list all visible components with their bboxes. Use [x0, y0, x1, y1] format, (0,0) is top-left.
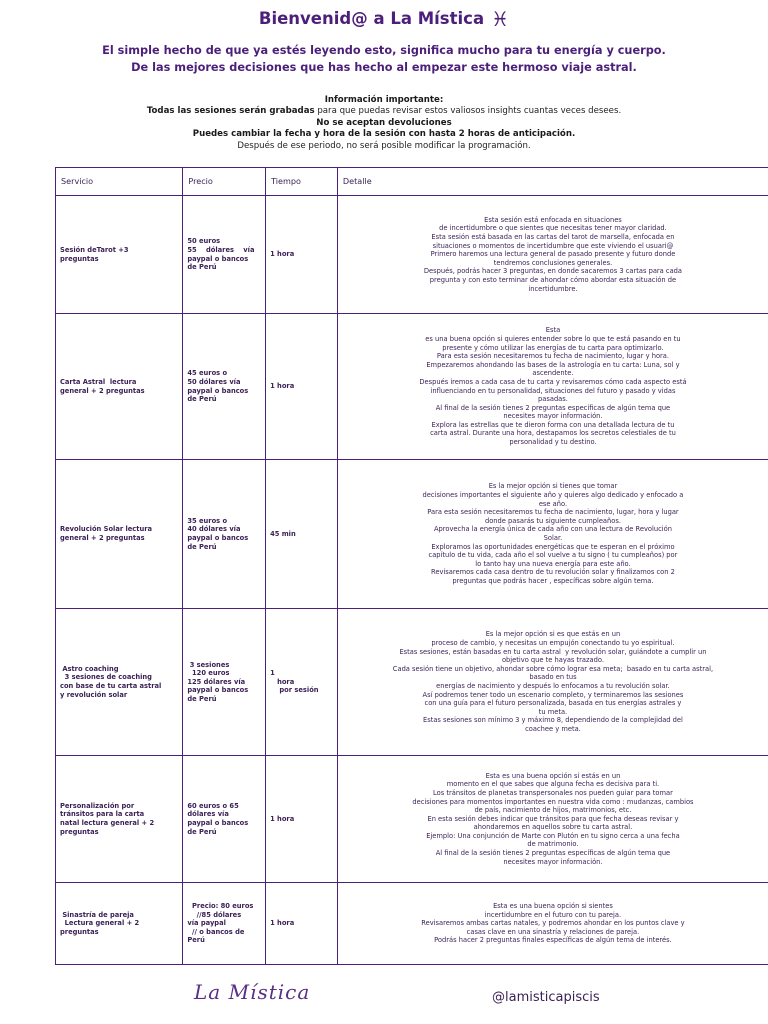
price-cell-line: paypal o bancos [187, 254, 249, 263]
detail-cell-line: objetivo que te hayas trazado. [501, 656, 604, 665]
price-cell [183, 883, 266, 965]
reschedule-notice: Puedes cambiar la fecha y hora de la sesión con hasta 2 horas de anticipación. [192, 129, 576, 140]
detail-cell-line: Empezaremos ahondando las bases de la astrología en tu carta: Luna, sol y [426, 360, 680, 369]
service-cell [56, 460, 183, 609]
detail-cell-line: coachee y meta. [525, 724, 581, 733]
time-cell [266, 196, 338, 314]
detail-cell [337, 196, 768, 314]
price-cell-line: de Perú [187, 827, 217, 836]
price-cell-line: Precio: 80 euros [187, 902, 254, 911]
detail-cell-line: carta astral. Durante una hora, destapamos los secretos celestiales de tu [430, 429, 676, 438]
service-cell [56, 883, 183, 965]
pisces-icon: ♓︎ [491, 6, 510, 31]
service-cell-line: Carta Astral lectura [60, 377, 137, 386]
detail-cell-line: es una buena opción si quieres entender sobre lo que te está pasando en tu [425, 334, 681, 343]
header-precio: Precio [183, 168, 266, 196]
service-cell-line: preguntas [60, 927, 99, 936]
detail-cell-line: proceso de cambio, y necesitas un empujón conectando tu yo espiritual. [431, 639, 675, 648]
detail-cell-line: presente y cómo utilizar las energías de tu carta para optimizarlo. [442, 343, 664, 352]
table-row [56, 756, 768, 883]
detail-cell-line: Es la mejor opción si es que estás en un [485, 630, 621, 639]
intro-line-1: El simple hecho de que ya estés leyendo esto, significa mucho para tu energía y cuerpo. [102, 44, 666, 57]
detail-cell-line: Así podremos tener todo un escenario completo, y terminaremos las sesiones [422, 690, 684, 699]
detail-cell-line: Esta [545, 326, 561, 335]
time-cell-line: 1 hora [270, 814, 295, 823]
table-row [56, 883, 768, 965]
price-cell-line: paypal o bancos [187, 819, 249, 827]
price-cell-line: 50 dólares vía [187, 377, 241, 386]
detail-cell-line: capítulo de tu vida, cada año el sol vuelve a tu signo ( tu cumpleaños) por [428, 551, 678, 560]
detail-cell-line: Para esta sesión necesitaremos tu fecha de nacimiento, lugar y hora. [436, 352, 670, 361]
header-tiempo: Tiempo [266, 168, 338, 196]
detail-cell-line: Los tránsitos de planetas transpersonales nos pueden guiar para tomar [433, 788, 673, 797]
time-cell-line: por sesión [270, 686, 319, 695]
time-cell-line: 1 [270, 669, 275, 678]
detail-cell-line: pregunta y con esto terminar de ahondar cómo abordar esta situación de [429, 275, 677, 284]
detail-cell-line: Explora las estrellas que te dieron forma con una detallada lectura de tu [431, 420, 675, 429]
detail-cell-line: Esta es una buena opción si sientes [493, 902, 613, 911]
detail-cell-line: pasadas. [538, 395, 568, 404]
footer-brand: La Mística [194, 980, 311, 1004]
time-cell [266, 460, 338, 609]
detail-cell-line: de incertidumbre o que sientes que necesitas tener mayor claridad. [439, 224, 667, 233]
service-cell-line: preguntas [60, 254, 99, 263]
detail-cell-line: energías de nacimiento y después lo enfocamos a tu revolución solar. [436, 682, 670, 690]
detail-cell-line: En esta sesión debes indicar que tránsitos para que fecha deseas revisar y [427, 814, 679, 823]
table-row [56, 196, 768, 314]
services-table [55, 167, 768, 965]
detail-cell-line: de matrimonio. [527, 840, 579, 849]
detail-cell [337, 460, 768, 609]
recorded-notice [40, 106, 728, 117]
detail-cell-line: basado en tus [529, 673, 577, 682]
price-cell-line: vía paypal [187, 919, 226, 928]
detail-cell-line: ese año. [538, 499, 568, 508]
header-detalle: Detalle [337, 168, 768, 196]
service-cell-line: tránsitos para la carta [60, 810, 145, 819]
table-row [56, 314, 768, 460]
price-cell-line: 45 euros o [187, 369, 228, 378]
detail-cell-line: casas clave en una sinastría y relaciones de pareja. [466, 927, 640, 936]
service-cell-line: Astro coaching [60, 664, 119, 673]
service-cell-line: con base de tu carta astral [60, 682, 162, 690]
price-cell-line: 125 dólares vía [187, 677, 246, 686]
detail-cell-line: Esta es una buena opción si estás en un [485, 771, 621, 780]
price-cell [183, 460, 266, 609]
detail-cell-line: lo tanto hay una nueva energía para este año. [475, 559, 631, 568]
detail-cell-line: necesites mayor información. [503, 412, 603, 421]
price-cell-line: de Perú [187, 694, 217, 703]
detail-cell-line: donde pasarás tu siguiente cumpleaños. [484, 516, 621, 525]
price-cell-line: 55 dólares vía [187, 245, 255, 254]
detail-cell-line: Esta sesión está enfocada en situaciones [484, 215, 622, 224]
detail-cell [337, 883, 768, 965]
service-cell-line: y revolución solar [60, 690, 128, 699]
price-cell-line: paypal o bancos [187, 386, 249, 395]
price-cell-line: paypal o bancos [187, 686, 249, 695]
service-cell [56, 196, 183, 314]
recorded-rest: para que puedas revisar estos valiosos insights cuantas veces desees. [314, 106, 622, 117]
price-cell [183, 609, 266, 756]
detail-cell-line: Al final de la sesión tienes 2 preguntas específicas de algún tema que [435, 403, 671, 412]
detail-cell-line: Es la mejor opción si tienes que tomar [488, 482, 618, 491]
service-cell-line: natal lectura general + 2 [60, 819, 155, 827]
time-cell-line: 1 hora [270, 919, 295, 928]
price-cell-line: 50 euros [187, 237, 221, 246]
detail-cell-line: ahondaremos en aquellos sobre tu carta astral. [473, 823, 633, 832]
service-cell-line: Sesión deTarot +3 [60, 245, 129, 254]
detail-cell-line: Solar. [543, 534, 563, 542]
time-cell [266, 609, 338, 756]
detail-cell-line: tu meta. [538, 707, 568, 716]
detail-cell [337, 756, 768, 883]
detail-cell-line: situaciones o momentos de incertidumbre que este viviendo el usuari@ [432, 241, 674, 250]
detail-cell-line: influenciando en tu personalidad, situaciones del futuro y pasado y vidas [430, 386, 676, 395]
service-cell-line: Revolución Solar lectura [60, 525, 153, 534]
price-cell [183, 756, 266, 883]
table-header-row [56, 168, 768, 196]
detail-cell-line: Aprovecha la energía única de cada año con una lectura de Revolución [433, 525, 672, 534]
time-cell [266, 756, 338, 883]
detail-cell [337, 314, 768, 460]
header-servicio: Servicio [56, 168, 183, 196]
time-cell-line: hora [270, 677, 295, 686]
page-header [0, 8, 768, 29]
intro-line-2: De las mejores decisiones que has hecho al empezar este hermoso viaje astral. [131, 61, 637, 74]
service-cell-line: 3 sesiones de coaching [60, 673, 152, 682]
price-cell-line: //85 dólares [187, 910, 242, 919]
price-cell-line: 35 euros o [187, 516, 228, 525]
detail-cell-line: Para esta sesión necesitaremos tu fecha de nacimiento, lugar, hora y lugar [427, 508, 679, 517]
price-cell-line: 3 sesiones [187, 660, 230, 669]
detail-cell-line: con una guía para el futuro personalizada, basada en tus energías astrales y [424, 699, 682, 708]
detail-cell-line: Esta sesión está basada en las cartas del tarot de marsella, enfocada en [431, 233, 675, 242]
time-cell-line: 1 hora [270, 382, 295, 391]
service-cell [56, 609, 183, 756]
info-heading: Información importante: [324, 95, 444, 105]
service-cell-line: general + 2 preguntas [60, 534, 145, 542]
detail-cell-line: preguntas que podrás hacer , específicas sobre algún tema. [452, 576, 654, 585]
detail-cell-line: necesites mayor información. [503, 857, 603, 866]
detail-cell-line: ascendente. [532, 369, 574, 378]
detail-cell-line: Cada sesión tiene un objetivo, ahondar sobre cómo lograr esa meta; basado en tu carta astral, [392, 664, 714, 673]
service-cell-line: preguntas [60, 827, 99, 836]
detail-cell-line: Al final de la sesión tienes 2 preguntas específicas de algún tema que [435, 849, 671, 858]
recorded-bold: Todas las sesiones serán grabadas [146, 106, 315, 117]
service-cell-line: general + 2 preguntas [60, 386, 145, 395]
price-cell-line: paypal o bancos [187, 534, 249, 542]
detail-cell-line: Ejemplo: Una conjunción de Marte con Plutón en tu signo cerca a una fecha [426, 831, 680, 840]
detail-cell-line: incertidumbre en el futuro con tu pareja. [484, 910, 622, 919]
service-cell-line: Personalización por [60, 801, 135, 810]
detail-cell [337, 609, 768, 756]
detail-cell-line: Revisaremos ambas cartas natales, y podremos ahondar en los puntos clave y [421, 919, 685, 928]
detail-cell-line: de país, nacimiento de hijos, matrimonios, etc. [474, 806, 632, 815]
table-row [56, 460, 768, 609]
important-info [40, 95, 728, 152]
detail-cell-line: decisiones importantes el siguiente año y quieres algo dedicado y enfocado a [422, 491, 684, 500]
detail-cell-line: momento en el que sabes que alguna fecha es decisiva para ti. [446, 780, 660, 789]
intro-message [40, 42, 728, 76]
time-cell-line: 1 hora [270, 250, 295, 259]
after-period-notice: Después de ese periodo, no será posible modificar la programación. [237, 140, 531, 151]
detail-cell-line: Estas sesiones, están basadas en tu carta astral y revolución solar, guiándote a cumplir un [399, 647, 707, 656]
price-cell-line: dólares vía [187, 810, 229, 819]
table-row [56, 609, 768, 756]
detail-cell-line: personalidad y tu destino. [509, 438, 597, 447]
detail-cell-line: Podrás hacer 2 preguntas finales específicas de algún tema de interés. [434, 936, 672, 945]
price-cell-line: 120 euros [187, 669, 230, 678]
service-cell [56, 756, 183, 883]
detail-cell-line: Estas sesiones son mínimo 3 y máximo 8, dependiendo de la complejidad del [423, 716, 683, 725]
detail-cell-line: Después, podrás hacer 3 preguntas, en donde sacaremos 3 cartas para cada [423, 267, 683, 276]
price-cell [183, 314, 266, 460]
no-refunds-notice: No se aceptan devoluciones [316, 117, 452, 128]
price-cell-line: de Perú [187, 263, 217, 272]
detail-cell-line: Exploramos las oportunidades energéticas que te esperan en el próximo [431, 542, 675, 551]
price-cell-line: 60 euros o 65 [187, 801, 239, 810]
detail-cell-line: Revisaremos cada casa dentro de tu revolución solar y finalizamos con 2 [431, 568, 675, 577]
service-cell-line: Sinastría de pareja [60, 910, 134, 919]
detail-cell-line: Primero haremos una lectura general de pasado presente y futuro donde [430, 250, 676, 259]
price-cell [183, 196, 266, 314]
footer-handle: @lamisticapiscis [492, 990, 600, 1005]
service-cell-line: Lectura general + 2 [60, 919, 140, 928]
price-cell-line: de Perú [187, 395, 217, 404]
time-cell [266, 314, 338, 460]
page-title: Bienvenid@ a La Mística [258, 9, 485, 28]
time-cell-line: 45 min [270, 529, 296, 538]
price-cell-line: // o bancos de [187, 927, 245, 936]
detail-cell-line: tendremos conclusiones generales. [493, 258, 613, 267]
detail-cell-line: decisiones para momentos importantes en nuestra vida como : mudanzas, cambios [412, 797, 694, 806]
price-cell-line: 40 dólares vía [187, 525, 241, 534]
detail-cell-line: Después iremos a cada casa de tu carta y revisaremos cómo cada aspecto está [419, 377, 687, 386]
price-cell-line: de Perú [187, 542, 217, 551]
time-cell [266, 883, 338, 965]
price-cell-line: Perú [187, 936, 205, 945]
detail-cell-line: incertidumbre. [528, 284, 578, 293]
service-cell [56, 314, 183, 460]
